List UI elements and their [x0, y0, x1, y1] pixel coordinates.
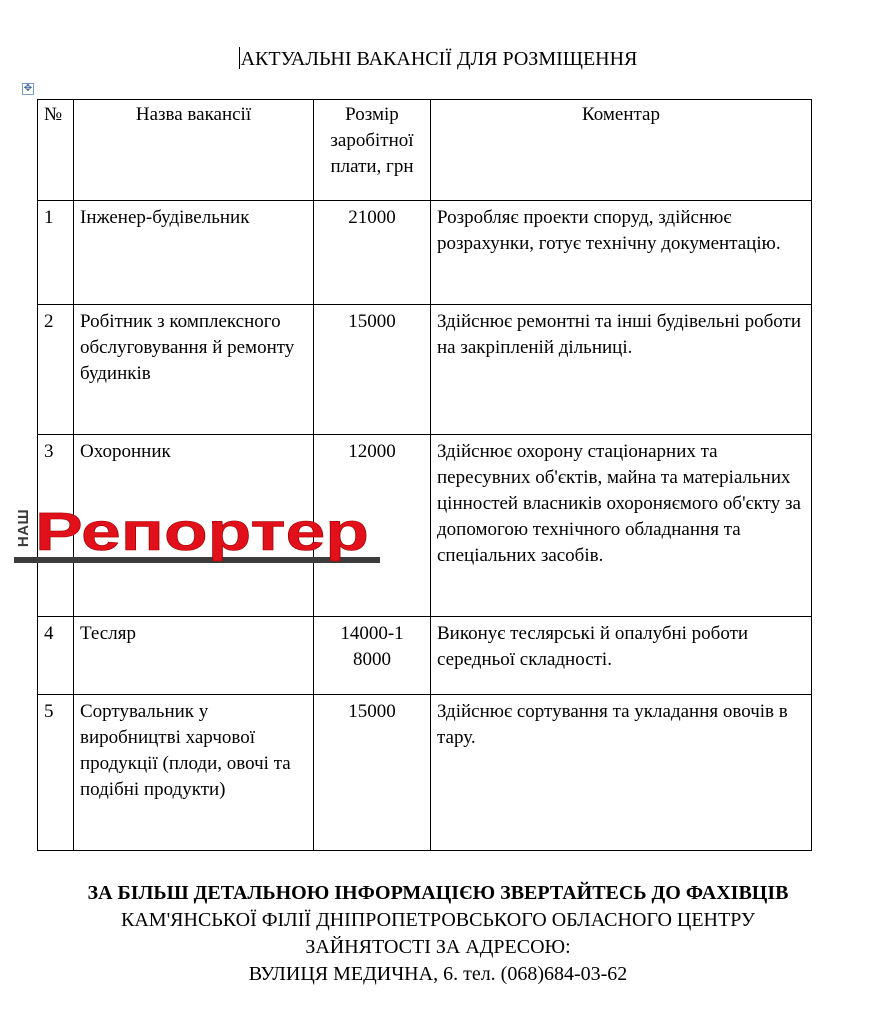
row-salary-value: 14000-18000	[340, 623, 404, 670]
contact-footer	[0, 880, 876, 988]
row-name: Охоронник	[80, 441, 171, 462]
footer-line-1: ЗА БІЛЬШ ДЕТАЛЬНОЮ ІНФОРМАЦІЄЮ ЗВЕРТАЙТЕСЬ ДО ФАХІВЦІВ	[87, 882, 789, 904]
row-comment: Здійснює охорону стаціонарних та пересувних об'єктів, майна та матеріальних цінностей власників охороняємого об'єкту за допомогою технічного обладнання та спеціальних засобів.	[431, 435, 812, 617]
row-name: Інженер-будівельник	[74, 201, 314, 305]
vacancies-table	[15, 99, 812, 851]
row-num: 3	[38, 435, 74, 617]
text-cursor	[239, 47, 240, 69]
header-name: Назва вакансії	[74, 100, 314, 201]
row-salary: 12000	[314, 435, 431, 617]
row-num: 5	[38, 695, 74, 851]
header-comment: Коментар	[431, 100, 812, 201]
logo-small-text: НАШ	[15, 508, 32, 548]
row-salary	[314, 617, 431, 695]
document-title: АКТУАЛЬНІ ВАКАНСІЇ ДЛЯ РОЗМІЩЕННЯ	[240, 48, 638, 70]
row-salary: 15000	[314, 695, 431, 851]
footer-line-2: КАМ'ЯНСЬКОЇ ФІЛІЇ ДНІПРОПЕТРОВСЬКОГО ОБЛАСНОГО ЦЕНТРУ	[121, 909, 755, 931]
table-row	[38, 435, 812, 617]
row-comment: Виконує теслярські й опалубні роботи середньої складності.	[431, 617, 812, 695]
footer-line-4: ВУЛИЦЯ МЕДИЧНА, 6. тел. (068)684-03-62	[248, 963, 628, 985]
row-name: Робітник з комплексного обслуговування й ремонту будинків	[74, 305, 314, 435]
table-row	[38, 201, 812, 305]
row-num: 4	[38, 617, 74, 695]
row-salary: 15000	[314, 305, 431, 435]
row-num: 2	[38, 305, 74, 435]
table-row	[38, 695, 812, 851]
table-row	[38, 617, 812, 695]
row-name: Сортувальник у виробництві харчової продукції (плоди, овочі та подібні продукти)	[74, 695, 314, 851]
table-row	[38, 305, 812, 435]
row-name: Тесляр	[74, 617, 314, 695]
row-comment: Розробляє проекти споруд, здійснює розрахунки, готує технічну документацію.	[431, 201, 812, 305]
nash-reporter-logo	[14, 499, 380, 565]
row-num: 1	[38, 201, 74, 305]
row-comment: Здійснює ремонтні та інші будівельні роботи на закріпленій дільниці.	[431, 305, 812, 435]
header-num: №	[38, 100, 74, 201]
table-move-handle-icon[interactable]: ✥	[23, 83, 33, 94]
row-name-with-watermark	[15, 435, 369, 617]
row-salary: 21000	[314, 201, 431, 305]
row-comment: Здійснює сортування та укладання овочів в тару.	[431, 695, 812, 851]
header-salary: Розмір заробітної плати, грн	[314, 100, 431, 201]
footer-line-3: ЗАЙНЯТОСТІ ЗА АДРЕСОЮ:	[305, 936, 571, 958]
table-header-row	[38, 100, 812, 201]
logo-big-text: Репортер	[35, 502, 369, 562]
